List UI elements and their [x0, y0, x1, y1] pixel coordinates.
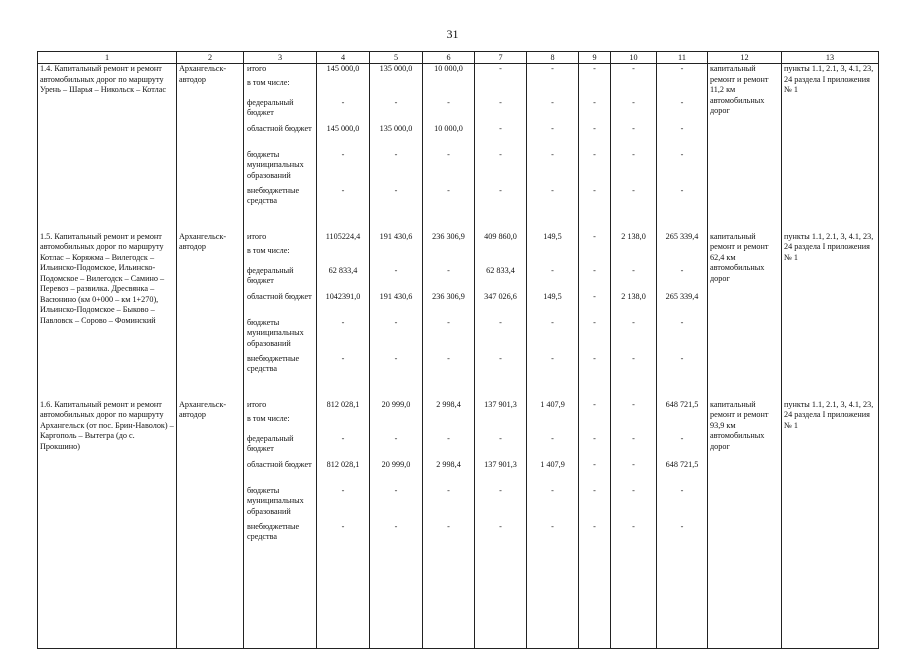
funding-source-label: в том числе:	[244, 246, 317, 266]
spacer-row	[38, 380, 879, 400]
funding-source-label: итого	[244, 400, 317, 414]
amount-cell: -	[657, 318, 708, 354]
amount-cell: -	[579, 150, 611, 186]
funding-table	[37, 51, 879, 649]
amount-cell	[579, 246, 611, 266]
amount-cell: -	[579, 64, 611, 78]
spacer-cell	[657, 212, 708, 232]
amount-cell	[657, 414, 708, 434]
amount-cell	[370, 246, 423, 266]
amount-cell: -	[527, 266, 579, 292]
spacer-cell	[579, 212, 611, 232]
executor-name: Архангельск-автодор	[177, 232, 244, 380]
amount-cell: -	[317, 98, 370, 124]
spacer-cell	[782, 212, 879, 232]
amount-cell: -	[475, 434, 527, 460]
spacer-cell	[370, 380, 423, 400]
amount-cell: 135 000,0	[370, 64, 423, 78]
spacer-cell	[782, 380, 879, 400]
target-indicators: пункты 1.1, 2.1, 3, 4.1, 23, 24 раздела I приложения № 1	[782, 400, 879, 548]
spacer-cell	[244, 380, 317, 400]
amount-cell: 191 430,6	[370, 232, 423, 246]
spacer-cell	[708, 548, 782, 649]
col-header: 7	[475, 52, 527, 64]
amount-cell: 137 901,3	[475, 400, 527, 414]
amount-cell: 145 000,0	[317, 124, 370, 150]
amount-cell: 1105224,4	[317, 232, 370, 246]
amount-cell	[423, 414, 475, 434]
amount-cell: -	[527, 486, 579, 522]
amount-cell: -	[611, 522, 657, 548]
amount-cell: -	[370, 486, 423, 522]
amount-cell: -	[657, 266, 708, 292]
amount-cell	[579, 414, 611, 434]
amount-cell: 2 998,4	[423, 460, 475, 486]
expected-result: капитальный ремонт и ремонт 11,2 км автомобильных дорог	[708, 64, 782, 212]
amount-cell: -	[370, 434, 423, 460]
spacer-cell	[177, 548, 244, 649]
amount-cell: 1042391,0	[317, 292, 370, 318]
amount-cell: -	[527, 98, 579, 124]
amount-cell: -	[657, 186, 708, 212]
amount-cell: -	[423, 522, 475, 548]
amount-cell: 20 999,0	[370, 460, 423, 486]
col-header: 8	[527, 52, 579, 64]
amount-cell: -	[370, 354, 423, 380]
amount-cell: -	[370, 318, 423, 354]
col-header: 9	[579, 52, 611, 64]
amount-cell: 137 901,3	[475, 460, 527, 486]
amount-cell: -	[657, 354, 708, 380]
amount-cell: 812 028,1	[317, 460, 370, 486]
spacer-cell	[38, 212, 177, 232]
amount-cell: 149,5	[527, 292, 579, 318]
amount-cell: 20 999,0	[370, 400, 423, 414]
amount-cell	[475, 246, 527, 266]
amount-cell: -	[579, 186, 611, 212]
spacer-cell	[475, 212, 527, 232]
amount-cell: -	[527, 318, 579, 354]
amount-cell	[317, 414, 370, 434]
col-header: 10	[611, 52, 657, 64]
amount-cell: 191 430,6	[370, 292, 423, 318]
amount-cell	[370, 78, 423, 98]
amount-cell: -	[657, 98, 708, 124]
amount-cell: -	[657, 434, 708, 460]
amount-cell: -	[527, 522, 579, 548]
spacer-cell	[657, 548, 708, 649]
col-header: 3	[244, 52, 317, 64]
spacer-cell	[579, 380, 611, 400]
funding-source-label: итого	[244, 232, 317, 246]
amount-cell: -	[370, 150, 423, 186]
amount-cell: -	[423, 354, 475, 380]
spacer-cell	[370, 548, 423, 649]
amount-cell: 1 407,9	[527, 400, 579, 414]
amount-cell: -	[475, 486, 527, 522]
amount-cell: -	[611, 98, 657, 124]
amount-cell: -	[579, 460, 611, 486]
funding-source-label: федеральный бюджет	[244, 266, 317, 292]
amount-cell: -	[370, 186, 423, 212]
amount-cell: -	[423, 266, 475, 292]
funding-source-label: областной бюджет	[244, 292, 317, 318]
funding-source-label: внебюджетные средства	[244, 354, 317, 380]
amount-cell: 135 000,0	[370, 124, 423, 150]
col-header: 12	[708, 52, 782, 64]
amount-cell: -	[423, 186, 475, 212]
amount-cell: -	[475, 186, 527, 212]
amount-cell: -	[579, 486, 611, 522]
spacer-cell	[611, 380, 657, 400]
amount-cell: -	[579, 354, 611, 380]
spacer-cell	[611, 212, 657, 232]
executor-name: Архангельск-автодор	[177, 400, 244, 548]
amount-cell: -	[475, 150, 527, 186]
amount-cell: -	[611, 460, 657, 486]
spacer-cell	[423, 548, 475, 649]
spacer-cell	[579, 548, 611, 649]
page-number: 31	[446, 27, 459, 41]
amount-cell: -	[611, 266, 657, 292]
amount-cell: -	[611, 354, 657, 380]
spacer-cell	[244, 212, 317, 232]
target-indicators: пункты 1.1, 2.1, 3, 4.1, 23, 24 раздела I приложения № 1	[782, 64, 879, 212]
amount-cell: -	[657, 64, 708, 78]
amount-cell: -	[527, 434, 579, 460]
amount-cell	[611, 246, 657, 266]
amount-cell: -	[475, 124, 527, 150]
amount-cell: -	[579, 232, 611, 246]
amount-cell: -	[611, 186, 657, 212]
spacer-cell	[657, 380, 708, 400]
project-name: 1.6. Капитальный ремонт и ремонт автомобильных дорог по маршруту Архангельск (от пос. Брин-Наволок) – Каргополь – Вытегра (до с. Прокшино)	[38, 400, 177, 548]
amount-cell: -	[611, 150, 657, 186]
amount-cell: 648 721,5	[657, 400, 708, 414]
amount-cell: 2 138,0	[611, 232, 657, 246]
amount-cell: -	[611, 434, 657, 460]
spacer-cell	[527, 212, 579, 232]
col-header: 4	[317, 52, 370, 64]
amount-cell: -	[423, 486, 475, 522]
amount-cell	[611, 414, 657, 434]
col-header: 11	[657, 52, 708, 64]
amount-cell: -	[317, 522, 370, 548]
amount-cell: -	[579, 400, 611, 414]
expected-result: капитальный ремонт и ремонт 62,4 км автомобильных дорог	[708, 232, 782, 380]
table-row	[38, 400, 879, 414]
amount-cell	[527, 414, 579, 434]
amount-cell: -	[579, 318, 611, 354]
amount-cell: -	[611, 318, 657, 354]
amount-cell: 149,5	[527, 232, 579, 246]
amount-cell: -	[423, 98, 475, 124]
amount-cell: -	[657, 150, 708, 186]
amount-cell	[423, 78, 475, 98]
spacer-cell	[708, 380, 782, 400]
spacer-cell	[38, 548, 177, 649]
funding-source-label: областной бюджет	[244, 460, 317, 486]
spacer-cell	[177, 212, 244, 232]
amount-cell: -	[579, 522, 611, 548]
amount-cell: -	[317, 318, 370, 354]
amount-cell: -	[475, 98, 527, 124]
amount-cell: 145 000,0	[317, 64, 370, 78]
amount-cell: 236 306,9	[423, 232, 475, 246]
amount-cell	[317, 78, 370, 98]
target-indicators: пункты 1.1, 2.1, 3, 4.1, 23, 24 раздела I приложения № 1	[782, 232, 879, 380]
amount-cell	[657, 246, 708, 266]
table-row	[38, 64, 879, 78]
amount-cell: -	[527, 124, 579, 150]
col-header: 6	[423, 52, 475, 64]
amount-cell: -	[579, 98, 611, 124]
amount-cell: -	[527, 150, 579, 186]
amount-cell: -	[423, 150, 475, 186]
spacer-row	[38, 212, 879, 232]
amount-cell	[370, 414, 423, 434]
amount-cell: -	[611, 400, 657, 414]
amount-cell: 1 407,9	[527, 460, 579, 486]
amount-cell: 236 306,9	[423, 292, 475, 318]
amount-cell	[475, 78, 527, 98]
amount-cell: 62 833,4	[475, 266, 527, 292]
amount-cell: -	[423, 434, 475, 460]
amount-cell: 409 860,0	[475, 232, 527, 246]
amount-cell: -	[527, 354, 579, 380]
amount-cell: -	[317, 354, 370, 380]
amount-cell: -	[317, 186, 370, 212]
amount-cell: -	[317, 486, 370, 522]
amount-cell: -	[317, 150, 370, 186]
amount-cell: 265 339,4	[657, 232, 708, 246]
project-name: 1.5. Капитальный ремонт и ремонт автомобильных дорог по маршруту Котлас – Коряжма – Вилегодск – Ильинско-Подомское, Ильинско-Подомское – Вилегодск – Самино – Перевоз – развилка. Дресвянка – Васюнино (км 0+000 – км 1+270), Ильинско-Подомское – Быково – Павловск – Сорово – Фоминский	[38, 232, 177, 380]
funding-source-label: бюджеты муниципальных образований	[244, 150, 317, 186]
amount-cell: -	[657, 124, 708, 150]
funding-source-label: внебюджетные средства	[244, 186, 317, 212]
amount-cell	[611, 78, 657, 98]
amount-cell: 62 833,4	[317, 266, 370, 292]
amount-cell	[423, 246, 475, 266]
amount-cell: 347 026,6	[475, 292, 527, 318]
amount-cell: 10 000,0	[423, 124, 475, 150]
funding-source-label: итого	[244, 64, 317, 78]
amount-cell: -	[611, 486, 657, 522]
spacer-cell	[475, 548, 527, 649]
col-header: 2	[177, 52, 244, 64]
amount-cell: -	[527, 186, 579, 212]
spacer-cell	[370, 212, 423, 232]
amount-cell: -	[579, 292, 611, 318]
amount-cell: -	[370, 522, 423, 548]
amount-cell	[317, 246, 370, 266]
amount-cell	[527, 246, 579, 266]
funding-source-label: федеральный бюджет	[244, 434, 317, 460]
amount-cell	[579, 78, 611, 98]
spacer-row	[38, 548, 879, 649]
spacer-cell	[244, 548, 317, 649]
funding-source-label: в том числе:	[244, 78, 317, 98]
spacer-cell	[423, 212, 475, 232]
spacer-cell	[611, 548, 657, 649]
spacer-cell	[708, 212, 782, 232]
funding-source-label: бюджеты муниципальных образований	[244, 318, 317, 354]
amount-cell: 2 138,0	[611, 292, 657, 318]
amount-cell: 2 998,4	[423, 400, 475, 414]
funding-source-label: бюджеты муниципальных образований	[244, 486, 317, 522]
amount-cell: 648 721,5	[657, 460, 708, 486]
funding-source-label: в том числе:	[244, 414, 317, 434]
funding-source-label: областной бюджет	[244, 124, 317, 150]
amount-cell	[527, 78, 579, 98]
amount-cell: -	[423, 318, 475, 354]
amount-cell: -	[579, 434, 611, 460]
spacer-cell	[527, 548, 579, 649]
amount-cell: -	[475, 318, 527, 354]
col-header: 13	[782, 52, 879, 64]
spacer-cell	[177, 380, 244, 400]
header-row	[38, 52, 879, 64]
amount-cell: -	[475, 522, 527, 548]
amount-cell: -	[657, 486, 708, 522]
spacer-cell	[475, 380, 527, 400]
amount-cell: -	[579, 124, 611, 150]
amount-cell: -	[579, 266, 611, 292]
amount-cell: -	[317, 434, 370, 460]
amount-cell: 10 000,0	[423, 64, 475, 78]
spacer-cell	[317, 548, 370, 649]
project-name: 1.4. Капитальный ремонт и ремонт автомобильных дорог по маршруту Урень – Шарья – Никольск – Котлас	[38, 64, 177, 212]
amount-cell	[657, 78, 708, 98]
amount-cell: -	[611, 64, 657, 78]
spacer-cell	[782, 548, 879, 649]
spacer-cell	[317, 380, 370, 400]
funding-source-label: внебюджетные средства	[244, 522, 317, 548]
amount-cell: -	[370, 98, 423, 124]
spacer-cell	[38, 380, 177, 400]
amount-cell: -	[611, 124, 657, 150]
funding-source-label: федеральный бюджет	[244, 98, 317, 124]
amount-cell: -	[527, 64, 579, 78]
spacer-cell	[527, 380, 579, 400]
col-header: 5	[370, 52, 423, 64]
spacer-cell	[423, 380, 475, 400]
amount-cell: 812 028,1	[317, 400, 370, 414]
col-header: 1	[38, 52, 177, 64]
executor-name: Архангельск-автодор	[177, 64, 244, 212]
amount-cell: -	[475, 354, 527, 380]
spacer-cell	[317, 212, 370, 232]
expected-result: капитальный ремонт и ремонт 93,9 км автомобильных дорог	[708, 400, 782, 548]
amount-cell: -	[370, 266, 423, 292]
amount-cell: -	[657, 522, 708, 548]
amount-cell: 265 339,4	[657, 292, 708, 318]
amount-cell	[475, 414, 527, 434]
amount-cell: -	[475, 64, 527, 78]
table-row	[38, 232, 879, 246]
